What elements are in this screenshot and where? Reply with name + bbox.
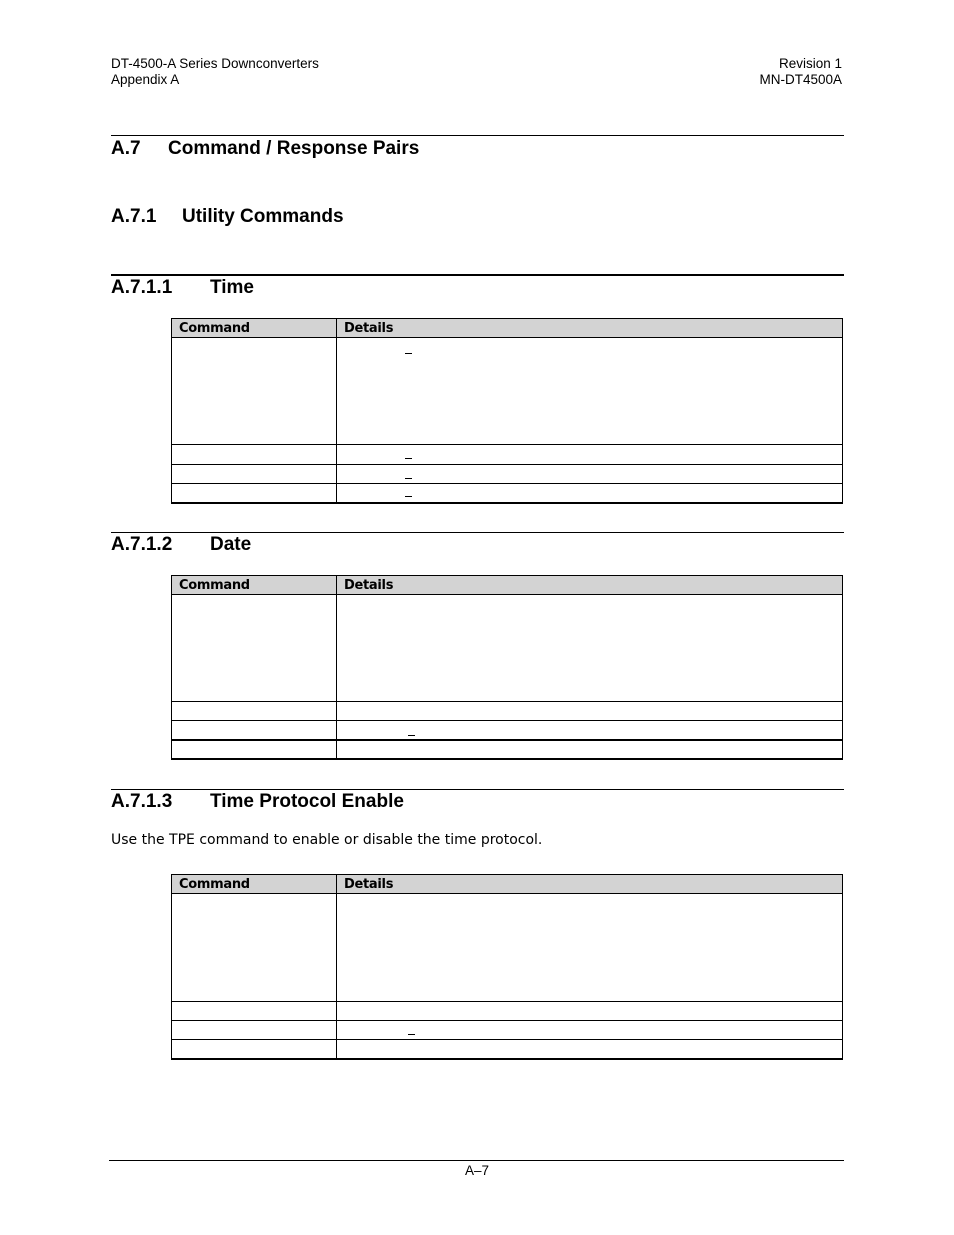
column-header-command: Command xyxy=(172,576,337,595)
header-appendix: Appendix A xyxy=(111,72,180,87)
table-cell xyxy=(337,721,843,740)
section-number: A.7.1 xyxy=(111,206,157,227)
column-header-details: Details xyxy=(337,875,843,894)
table-cell xyxy=(172,465,337,484)
table-row xyxy=(172,338,843,445)
section-title: Utility Commands xyxy=(182,206,344,227)
table-cell xyxy=(172,1040,337,1059)
table-cell xyxy=(172,894,337,1002)
table-cell xyxy=(337,1040,843,1059)
table-row xyxy=(172,445,843,465)
column-header-details: Details xyxy=(337,576,843,595)
table-row xyxy=(172,484,843,503)
table-cell xyxy=(172,702,337,721)
table-cell xyxy=(337,894,843,1002)
section-rule xyxy=(111,135,844,136)
table-cell xyxy=(172,1002,337,1021)
section-rule xyxy=(111,532,844,533)
column-header-command: Command xyxy=(172,875,337,894)
underscore-mark xyxy=(405,353,412,354)
section-heading-a7 xyxy=(111,138,419,160)
table-row xyxy=(172,465,843,484)
date-command-table xyxy=(171,575,843,760)
column-header-command: Command xyxy=(172,319,337,338)
section-rule xyxy=(111,274,844,276)
table-cell xyxy=(337,1021,843,1040)
section-number: A.7.1.3 xyxy=(111,791,173,812)
table-header-row xyxy=(172,319,843,338)
header-doc-number: MN-DT4500A xyxy=(759,72,842,87)
section-heading-time xyxy=(111,277,254,299)
table-cell xyxy=(337,445,843,465)
page-number: A–7 xyxy=(464,1163,490,1178)
table-cell xyxy=(172,1021,337,1040)
table-header-row xyxy=(172,576,843,595)
section-heading-tpe xyxy=(111,791,404,813)
table-cell xyxy=(172,484,337,503)
table-row xyxy=(172,702,843,721)
section-number: A.7.1.1 xyxy=(111,277,173,298)
underscore-mark xyxy=(405,478,412,479)
table-cell xyxy=(172,740,337,759)
table-cell xyxy=(337,465,843,484)
table-row xyxy=(172,595,843,702)
table-header-row xyxy=(172,875,843,894)
tpe-intro-text: Use the TPE command to enable or disable the time protocol. xyxy=(111,832,543,848)
footer-rule xyxy=(109,1160,844,1161)
section-number: A.7 xyxy=(111,138,141,159)
table-row xyxy=(172,1021,843,1040)
table-cell xyxy=(172,721,337,740)
table-row xyxy=(172,894,843,1002)
table-cell xyxy=(337,702,843,721)
table-cell xyxy=(337,1002,843,1021)
table-cell xyxy=(172,338,337,445)
table-row xyxy=(172,740,843,759)
time-command-table xyxy=(171,318,843,504)
table-cell xyxy=(172,595,337,702)
tpe-command-table xyxy=(171,874,843,1060)
header-doc-title: DT-4500-A Series Downconverters xyxy=(111,56,319,71)
table-cell xyxy=(337,484,843,503)
underscore-mark xyxy=(408,1034,415,1035)
section-title: Time Protocol Enable xyxy=(210,791,404,812)
section-heading-a71 xyxy=(111,206,344,228)
table-row xyxy=(172,721,843,740)
section-title: Command / Response Pairs xyxy=(168,138,420,159)
table-cell xyxy=(337,338,843,445)
section-title: Date xyxy=(210,534,252,555)
table-cell xyxy=(337,740,843,759)
section-number: A.7.1.2 xyxy=(111,534,173,555)
section-heading-date xyxy=(111,534,251,556)
table-row xyxy=(172,1040,843,1059)
header-revision: Revision 1 xyxy=(778,56,842,71)
table-row xyxy=(172,1002,843,1021)
table-cell xyxy=(337,595,843,702)
underscore-mark xyxy=(408,735,415,736)
section-rule xyxy=(111,789,844,790)
column-header-details: Details xyxy=(337,319,843,338)
section-title: Time xyxy=(210,277,255,298)
underscore-mark xyxy=(405,458,412,459)
underscore-mark xyxy=(405,496,412,497)
table-cell xyxy=(172,445,337,465)
